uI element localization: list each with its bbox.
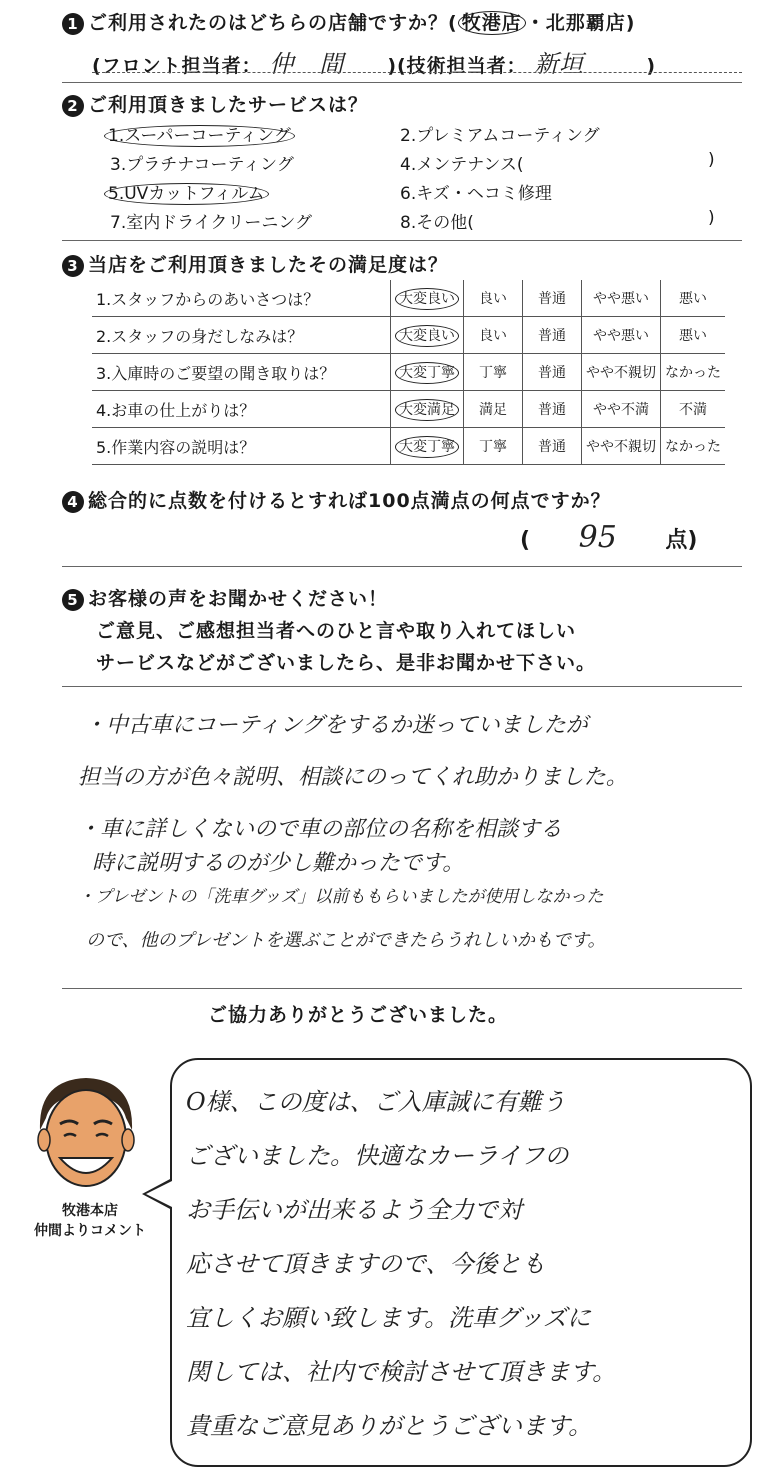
option-selected: 大変良い [391,280,464,317]
q1-text: ご利用されたのはどちらの店舗ですか？( [88,12,458,34]
option: 不満 [661,391,726,428]
option: 普通 [523,317,582,354]
option: やや悪い [582,317,661,354]
divider-1 [62,82,742,83]
option: 普通 [523,354,582,391]
satisfaction-row [92,280,725,317]
store-kitanaha: 北那覇店 [545,12,626,34]
option: 丁寧 [464,354,523,391]
row-label: 5.作業内容の説明は？ [92,428,391,465]
option: やや悪い [582,280,661,317]
q1-close: ) [625,12,636,34]
option: 満足 [464,391,523,428]
reply-line: 関しては、社内で検討させて頂きます。 [186,1358,617,1386]
score-line [520,520,697,555]
q2-number-badge: 2 [62,95,84,117]
option: なかった [661,354,726,391]
q3-question [62,250,448,277]
reply-line: お手伝いが出来るよう全力で対 [186,1196,522,1224]
tech-staff-label: (技術担当者： [397,55,527,77]
service-1: 1.スーパーコーティング [104,121,295,146]
score-unit: 点) [665,528,698,553]
service-5: 5.UVカットフィルム [104,179,269,204]
bubble-tail-inner [146,1181,172,1207]
q1-question [62,8,635,35]
option: 普通 [523,391,582,428]
reply-line: 宜しくお願い致します。洗車グッズに [186,1304,591,1332]
score-open: ( [520,528,531,553]
option-selected: 大変良い [391,317,464,354]
service-8: 8.その他( [400,213,474,233]
store-sep: ・ [525,12,546,34]
score-value: 95 [578,520,617,555]
front-staff-value: 仲 間 [269,50,345,78]
q5-number-badge: 5 [62,589,84,611]
thanks-text: ご協力ありがとうございました。 [208,1004,509,1026]
option-selected: 大変満足 [391,391,464,428]
staff-caption-1: 牧港本店 [62,1203,118,1219]
q1-number-badge: 1 [62,13,84,35]
row-label: 3.入庫時のご要望の聞き取りは？ [92,354,391,391]
q5-question [62,584,388,611]
q1-staff-line [92,44,656,79]
option: なかった [661,428,726,465]
q4-text: 総合的に点数を付けるとすれば100点満点の何点ですか？ [88,490,611,512]
q4-number-badge: 4 [62,491,84,513]
comment-line: 担当の方が色々説明、相談にのってくれ助かりました。 [78,765,628,790]
q3-text: 当店をご利用頂きましたその満足度は？ [88,254,449,276]
reply-line: 応させて頂きますので、今後とも [186,1250,546,1278]
satisfaction-table [92,280,725,465]
reply-line: ございました。快適なカーライフの [186,1142,569,1170]
option: やや不親切 [582,428,661,465]
q5-sub1: ご意見、ご感想担当者へのひと言や取り入れてほしい [96,620,577,642]
comment-line: ので、他のプレゼントを選ぶことができたらうれしいかもです。 [86,930,606,951]
q3-number-badge: 3 [62,255,84,277]
option: 普通 [523,280,582,317]
option-selected: 大変丁寧 [391,354,464,391]
q2-text: ご利用頂きましたサービスは？ [88,94,369,116]
satisfaction-row [92,428,725,465]
front-staff-label: (フロント担当者： [92,55,262,77]
q2-question [62,90,368,117]
divider-2 [62,240,742,241]
reply-line: O様、この度は、ご入庫誠に有難う [186,1088,566,1116]
option-selected: 大変丁寧 [391,428,464,465]
service-8-close: ) [708,208,715,228]
divider-5 [62,686,742,687]
service-7: 7.室内ドライクリーニング [110,213,313,233]
service-2: 2.プレミアムコーティング [400,126,600,146]
q5-text: お客様の声をお聞かせください！ [88,588,389,610]
front-staff-close: ) [387,55,397,77]
option: 丁寧 [464,428,523,465]
comment-line: 時に説明するのが少し難かったです。 [92,851,465,876]
option: 良い [464,317,523,354]
divider-6 [62,988,742,989]
q4-question [62,486,611,513]
tech-staff-close: ) [646,55,656,77]
tech-staff-value: 新垣 [534,50,585,78]
row-label: 1.スタッフからのあいさつは？ [92,280,391,317]
option: 悪い [661,280,726,317]
q5-sub2: サービスなどがございましたら、是非お聞かせ下さい。 [96,652,597,674]
service-4-close: ) [708,150,715,170]
staff-caption-2: 仲間よりコメント [34,1223,146,1239]
service-3: 3.プラチナコーティング [110,155,294,175]
row-label: 4.お車の仕上がりは？ [92,391,391,428]
option: 良い [464,280,523,317]
comment-line: ・プレゼントの「洗車グッズ」以前ももらいましたが使用しなかった [78,887,604,907]
satisfaction-row [92,354,725,391]
row-label: 2.スタッフの身だしなみは？ [92,317,391,354]
option: やや不満 [582,391,661,428]
option: 普通 [523,428,582,465]
comment-line: ・中古車にコーティングをするか迷っていましたが [84,713,588,738]
satisfaction-row [92,391,725,428]
service-6: 6.キズ・ヘコミ修理 [400,184,552,204]
comment-line: ・車に詳しくないので車の部位の名称を相談する [78,817,563,842]
q1-underline [92,72,742,73]
reply-line: 貴重なご意見ありがとうございます。 [186,1412,593,1440]
service-4: 4.メンテナンス( [400,155,524,175]
divider-4 [62,566,742,567]
option: やや不親切 [582,354,661,391]
staff-avatar [30,1070,142,1190]
store-makiminato-circled: 牧港店 [458,11,526,35]
satisfaction-row [92,317,725,354]
option: 悪い [661,317,726,354]
